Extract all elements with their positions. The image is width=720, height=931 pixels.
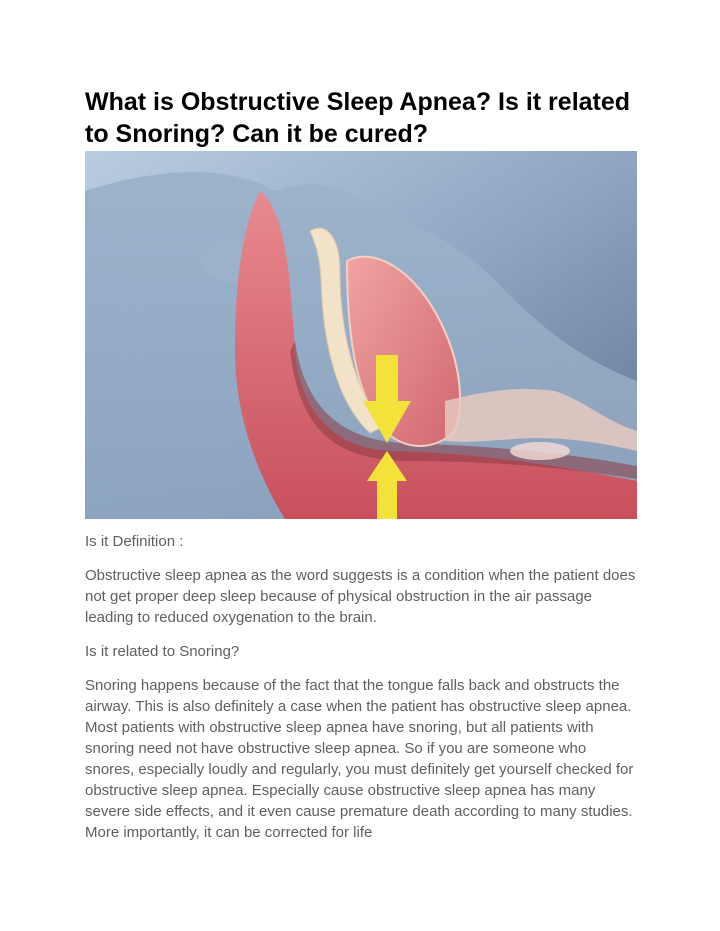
section-heading-snoring: Is it related to Snoring? [85,643,240,660]
section-body-snoring: Snoring happens because of the fact that the tongue falls back and obstructs the airway. This is also definitely a case when the patient has obstructive sleep apnea. Most patients with obstructive sleep apnea have snoring, but all patients with snoring need not have obstructive sleep apnea. So if you are someone who snores, especially loudly and regularly, you must definitely get yourself checked for obstructive sleep apnea. Especially cause obstructive sleep apnea has many severe side effects, and it even cause premature death according to many studies. More importantly, it can be corrected for life [85,677,634,841]
epiglottis [510,442,570,460]
document-page [85,86,637,843]
section-body-definition: Obstructive sleep apnea as the word suggests is a condition when the patient does not get proper deep sleep because of physical obstruction in the air passage leading to reduced oxygenation to the brain. [85,567,636,626]
airway-obstruction-illustration [85,151,637,519]
section-heading-definition: Is it Definition : [85,533,184,550]
article-title: What is Obstructive Sleep Apnea? Is it related to Snoring? Can it be cured? [85,88,631,148]
